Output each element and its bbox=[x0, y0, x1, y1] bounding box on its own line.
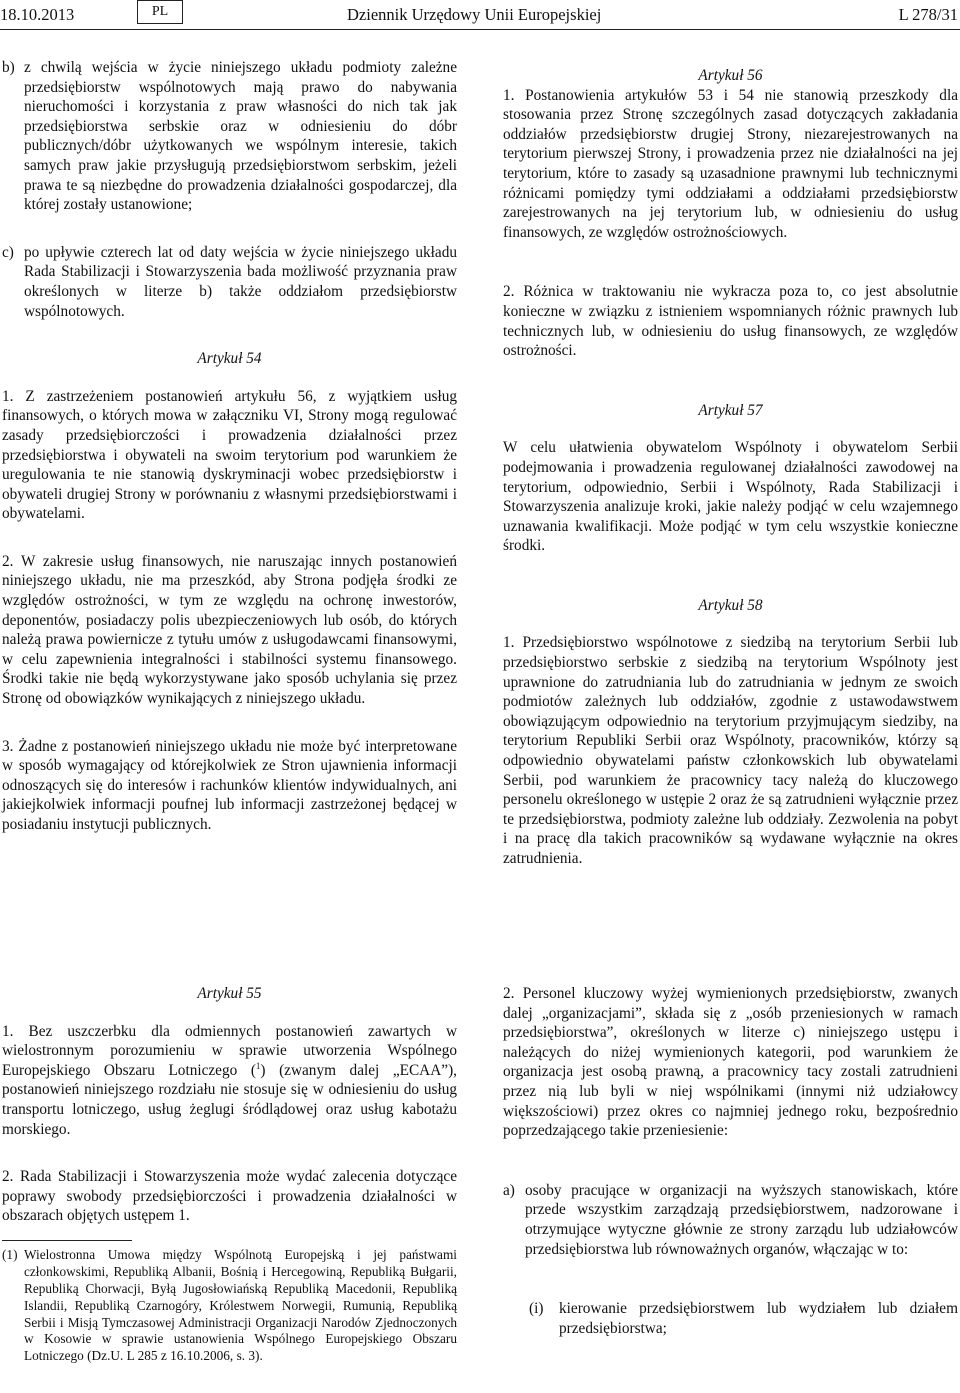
left-column-bottom bbox=[2, 978, 457, 1365]
right-column-top bbox=[503, 58, 958, 869]
article-55-para-1 bbox=[2, 1022, 457, 1140]
article-54-para-3: 3. Żadne z postanowień niniejszego układu nie może być interpretowane w sposób wymagający od którejkolwiek ze Stron ujawnienia informacji odnoszących się do interesów i rachunków klientów indywidualnych, ani jakiejkolwiek informacji poufnej lub informacji zastrzeżonej będącej w posiadaniu instytucji publicznych. bbox=[2, 737, 457, 833]
point-c bbox=[2, 243, 457, 321]
article-58-para-2: 2. Personel kluczowy wyżej wymienionych przedsiębiorstw, zwanych dalej „organizacjami”, składa się z „osób przeniesionych w ramach przedsiębiorstwa”, określonych w literze c) niniejszego ustępu i należących do niżej wymienionych kategorii, pod warunkiem że organizacja jest osobą prawną, a pracownicy tacy zostali zatrudnieni przez nią lub byli w niej wspólnikami (innymi niż udziałowcy większościowi) przez okres co najmniej jednego roku, bezpośrednio poprzedzającego takie przeniesienie: bbox=[503, 985, 958, 1140]
point-b-text: z chwilą wejścia w życie niniejszego układu podmioty zależne przedsiębiorstw wspólnotowych mają prawo do nabywania nieruchomości i korzystania z praw własności do nich tak jak przedsiębiorstwa serbskie oraz w odniesieniu do dóbr publicznych/dóbr użytkowanych we wspólnym interesie, takich samych praw jakie przysługują przedsiębiorstwom serbskim, jeżeli prawa te są niezbędne do prowadzenia działalności gospodarczej, dla której zostały ustanowione; bbox=[24, 59, 457, 214]
article-54-para-2: 2. W zakresie usług finansowych, nie naruszając innych postanowień niniejszego układu, nie ma przeszkód, aby Strona podjęła środki ze względów ostrożności, w tym ze względu na ochronę inwestorów, deponentów, posiadaczy polis ubezpieczeniowych lub osób, do których należą prawa powiernicze z tytułu umów z usługodawcami finansowymi, w celu zapewnienia integralności i stabilności systemu finansowego. Środki takie nie będą wykorzystywane jako sposób uchylania się przez Stronę od obowiązków wynikających z niniejszego układu. bbox=[2, 552, 457, 708]
header-date: 18.10.2013 bbox=[0, 5, 75, 24]
article-57-title: Artykuł 57 bbox=[698, 401, 763, 419]
point-i-label: (i) bbox=[529, 1300, 544, 1318]
article-55-para-1-start: 1. Bez uszczerbku dla odmiennych postanowień zawartych w wielostronnym porozumieniu w sprawie utworzenia Wspólnego Europejskiego Obszaru Lotniczego ( bbox=[2, 1022, 457, 1079]
footnote-text: Wielostronna Umowa między Wspólnotą Europejską i jej państwami członkowskimi, Republiką Albanii, Bośnią i Hercegowiną, Republiką Bułgarii, Republiką Chorwacji, Byłą Jugosłowiańską Republiką Macedonii, Republiką Islandii, Republiką Czarnogóry, Królestwem Norwegii, Rumunią, Republiką Serbii i Misją Tymczasowej Administracji Organizacji Narodów Zjednoczonych w Kosowie w sprawie ustanowienia Wspólnego Europejskiego Obszaru Lotniczego (Dz.U. L 285 z 16.10.2006, s. 3). bbox=[24, 1246, 457, 1364]
page-reference: L 278/31 bbox=[898, 5, 958, 24]
article-58-para-1: 1. Przedsiębiorstwo wspólnotowe z siedzibą na terytorium Serbii lub przedsiębiorstwo serbskie z siedzibą na terytorium Wspólnoty jest uprawnione do zatrudniania lub do zatrudniania w jednym ze swoich podmiotów zależnych lub oddziałów, zgodnie z ustawodawstwem obowiązującym odpowiednio na terytorium przyjmującym siedziby, na terytorium Republiki Serbii oraz Wspólnoty, pracowników, którzy są odpowiednio obywatelami państw członkowskich lub obywatelami Serbii, pod warunkiem że pracownicy tacy należą do kluczowego personelu określonego w ustępie 2 oraz że są zatrudnieni wyłącznie przez te przedsiębiorstwa, podmioty zależne lub oddziały. Zezwolenia na pobyt i na pracę dla takich pracowników są wydawane wyłącznie na okres zatrudnienia. bbox=[503, 634, 958, 867]
article-56-para-1: 1. Postanowienia artykułów 53 i 54 nie stanowią przeszkody dla stosowania przez Stronę szczególnych zasad dotyczących zakładania oddziałów przedsiębiorstw drugiej Strony, niezarejestrowanych na terytorium pierwszej Strony, i prowadzenia przez nie działalności na jej terytorium, które to zasady są uzasadnione prawnymi lub technicznymi różnicami pomiędzy tymi oddziałami a oddziałami przedsiębiorstw zarejestrowanych na jej terytorium lub, w odniesieniu do usług finansowych, ze względów ostrożnościowych. bbox=[503, 86, 958, 241]
point-c-label: c) bbox=[2, 243, 14, 261]
footnote-rule bbox=[2, 1240, 132, 1241]
point-a-label: a) bbox=[503, 1181, 515, 1199]
language-badge: PL bbox=[137, 0, 183, 24]
point-a bbox=[503, 1181, 958, 1259]
footnote-ref: 1 bbox=[255, 1060, 261, 1071]
article-56-title: Artykuł 56 bbox=[698, 67, 763, 84]
point-c-text: po upływie czterech lat od daty wejścia w życie niniejszego układu Rada Stabilizacji i Stowarzyszenia bada możliwość przyznania praw określonych w literze b) także oddziałom przedsiębiorstw wspólnotowych. bbox=[24, 243, 457, 320]
article-58-title: Artykuł 58 bbox=[698, 596, 763, 614]
footnote bbox=[2, 1247, 457, 1365]
article-55-para-1-end: ) (zwanym dalej „ECAA”), postanowień niniejszego rozdziału nie stosuje się w odniesieniu do usług transportu lotniczego, usług żeglugi śródlądowej oraz usług kabotażu morskiego. bbox=[2, 1061, 457, 1138]
article-56-para-2: 2. Różnica w traktowaniu nie wykracza poza to, co jest absolutnie konieczne w związku z istnieniem wspomnianych różnic prawnych lub technicznych lub, w odniesieniu do usług finansowych, ze względów ostrożności. bbox=[503, 283, 958, 360]
point-i bbox=[503, 1299, 958, 1338]
footnote-label: (1) bbox=[2, 1246, 18, 1262]
point-i-text: kierowanie przedsiębiorstwem lub wydziałem lub działem przedsiębiorstwa; bbox=[559, 1300, 958, 1337]
page-header bbox=[0, 0, 960, 42]
journal-title: Dziennik Urzędowy Unii Europejskiej bbox=[347, 5, 602, 24]
article-54-title: Artykuł 54 bbox=[197, 350, 262, 368]
article-55-para-2: 2. Rada Stabilizacji i Stowarzyszenia może wydać zalecenia dotyczące poprawy swobody przedsiębiorczości i prowadzenia działalności w obszarach objętych ustępem 1. bbox=[2, 1168, 457, 1225]
left-column-top bbox=[2, 58, 457, 835]
point-a-text: osoby pracujące w organizacji na wyższych stanowiskach, które przede wszystkim zarządzają przedsiębiorstwem, nadzorowane i otrzymujące wytyczne głównie ze strony zarządu lub udziałowców przedsiębiorstwa lub równoważnych organów, włączając w to: bbox=[525, 1181, 958, 1258]
point-b-label: b) bbox=[2, 59, 15, 76]
header-rule bbox=[0, 29, 960, 30]
right-column-bottom bbox=[503, 978, 958, 1338]
point-b bbox=[2, 58, 457, 215]
article-54-para-1: 1. Z zastrzeżeniem postanowień artykułu 56, z wyjątkiem usług finansowych, o których mowa w załączniku VI, Strony mogą regulować zasady przedsiębiorczości i prowadzenia działalności przez przedsiębiorstwa i obywateli na swoim terytorium pod warunkiem że uregulowania te nie stanowią dyskryminacji wobec przedsiębiorstw i obywateli drugiej Strony w porównaniu z własnymi przedsiębiorstwami i obywatelami. bbox=[2, 387, 457, 523]
article-55-title: Artykuł 55 bbox=[197, 985, 262, 1002]
article-57-para-1: W celu ułatwienia obywatelom Wspólnoty i obywatelom Serbii podejmowania i prowadzenia regulowanej działalności zawodowej na terytorium, odpowiednio, Serbii i Wspólnoty, Rada Stabilizacji i Stowarzyszenia analizuje kroki, jakie należy podjąć w celu wzajemnego uznawania kwalifikacji. Może podjąć w tym celu wszystkie konieczne środki. bbox=[503, 439, 958, 555]
